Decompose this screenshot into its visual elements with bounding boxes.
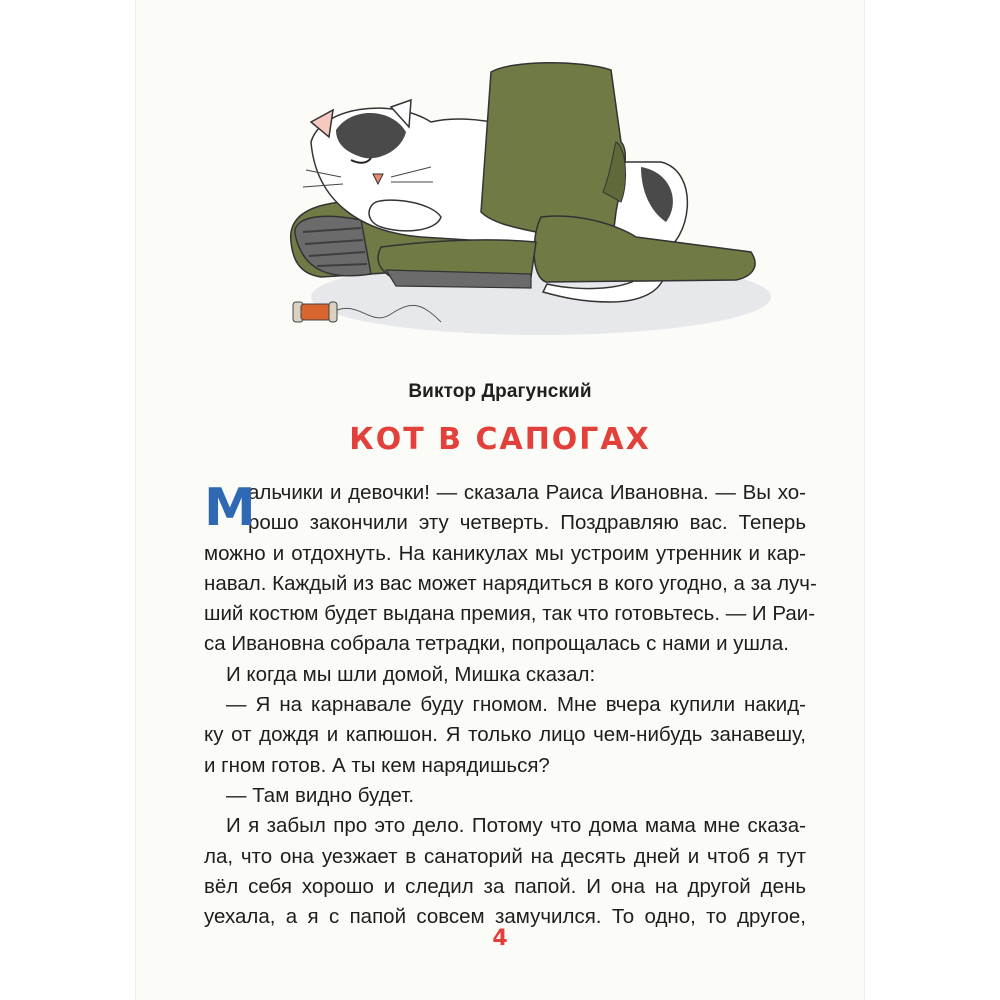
text-line: навал. Каждый из вас может нарядиться в кого угодно, а за луч- — [204, 571, 817, 595]
text-line: уехала, а я с папой совсем замучился. То одно, то другое, — [204, 905, 806, 929]
story-text — [204, 478, 817, 932]
text-line: рошо закончили эту четверть. Поздравляю вас. Теперь — [248, 511, 806, 535]
text-line: вёл себя хорошо и следил за папой. И она на другой день — [204, 874, 806, 898]
text-line: и гном готов. А ты кем нарядишься? — [204, 753, 550, 777]
cat-sleeping-with-boots-icon — [281, 52, 771, 352]
author-name: Виктор Драгунский — [408, 381, 592, 402]
text-line: са Ивановна собрала тетрадки, попрощалась с нами и ушла. — [204, 632, 789, 656]
text-line: ла, что она уезжает в санаторий на десять дней и чтоб я тут — [204, 844, 806, 868]
text-line: можно и отдохнуть. На каникулах мы устроим утренник и кар- — [204, 541, 806, 565]
text-line: И когда мы шли домой, Мишка сказал: — [226, 662, 596, 686]
text-line: ку от дождя и капюшон. Я только лицо чем-нибудь занавешу, — [204, 723, 806, 747]
book-page — [136, 0, 864, 1000]
text-line: альчики и девочки! — сказала Раиса Ивановна. — Вы хо- — [248, 481, 806, 504]
drop-cap: М — [204, 478, 256, 538]
text-line: И я забыл про это дело. Потому что дома мама мне сказа- — [226, 814, 806, 838]
text-line: — Я на карнавале буду гномом. Мне вчера купили накид- — [226, 693, 806, 717]
story-title: КОТ В САПОГАХ — [349, 422, 651, 457]
page-number: 4 — [492, 926, 508, 951]
text-line: ший костюм будет выдана премия, так что готовьтесь. — И Раи- — [204, 602, 816, 626]
text-line: — Там видно будет. — [226, 783, 415, 807]
